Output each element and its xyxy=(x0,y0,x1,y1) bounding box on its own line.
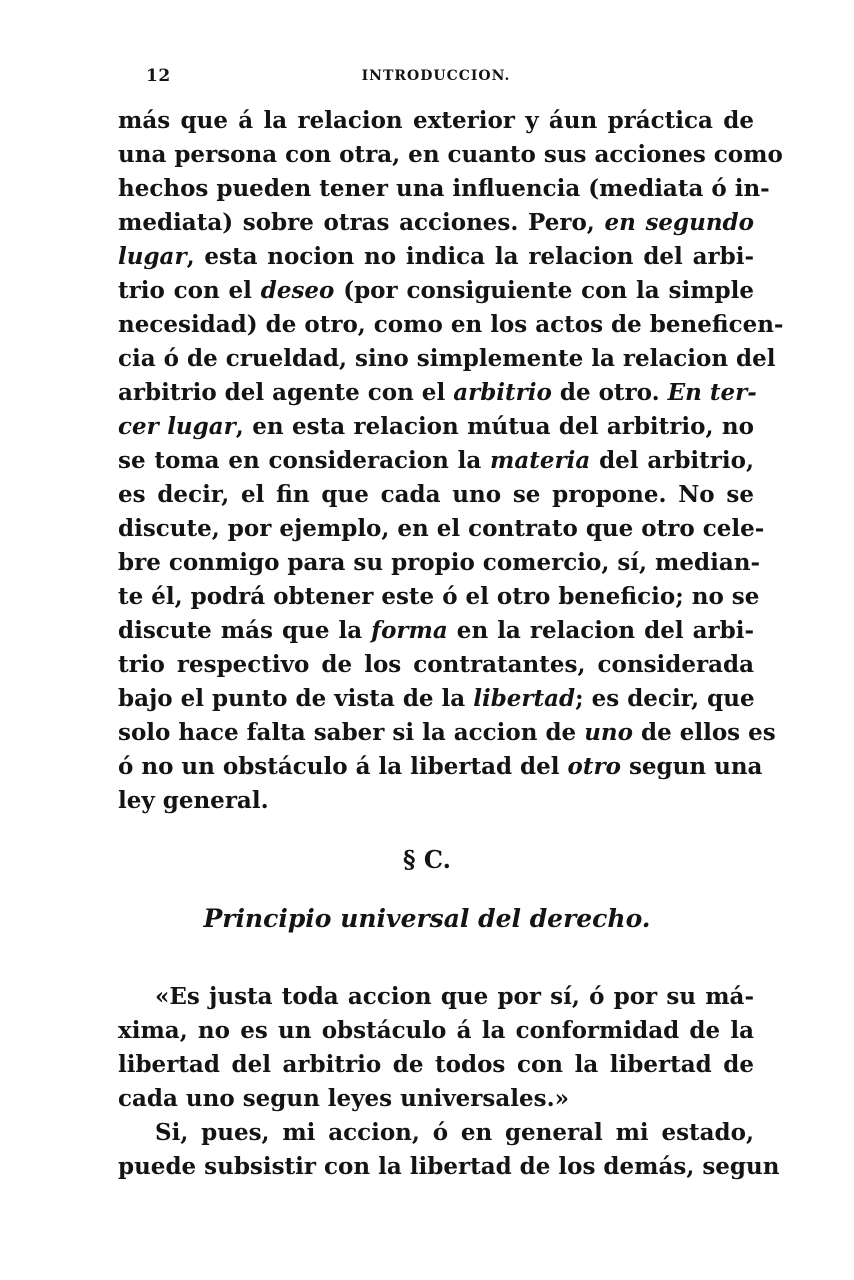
emphasized-word: cer lugar xyxy=(118,413,236,440)
text-line: bajo el punto de vista de la libertad; es decir, que xyxy=(118,685,755,712)
section-mark: § C. xyxy=(403,845,451,874)
page-number: 12 xyxy=(146,66,171,86)
emphasized-word: deseo xyxy=(260,277,335,304)
emphasized-word: arbitrio xyxy=(453,379,552,406)
text-line: una persona con otra, en cuanto sus acciones como xyxy=(118,141,783,168)
text-line: libertad del arbitrio de todos con la libertad de xyxy=(118,1051,754,1078)
emphasized-word: otro xyxy=(567,753,621,780)
text-line: necesidad) de otro, como en los actos de beneficen- xyxy=(118,311,784,338)
text-line: trio con el deseo (por consiguiente con la simple xyxy=(118,277,754,304)
text-line: cada uno segun leyes universales.» xyxy=(118,1085,569,1112)
text-line: puede subsistir con la libertad de los demás, segun xyxy=(118,1153,780,1180)
text-line: trio respectivo de los contratantes, considerada xyxy=(118,651,754,678)
text-line: cia ó de crueldad, sino simplemente la relacion del xyxy=(118,345,776,372)
text-line: Si, pues, mi accion, ó en general mi estado, xyxy=(155,1119,754,1146)
text-line: es decir, el fin que cada uno se propone. No se xyxy=(118,481,754,508)
text-line: discute, por ejemplo, en el contrato que otro cele- xyxy=(118,515,765,542)
emphasized-word: uno xyxy=(584,719,633,746)
page-header xyxy=(118,66,754,90)
text-line: más que á la relacion exterior y áun práctica de xyxy=(118,107,754,134)
emphasized-word: En ter- xyxy=(667,379,757,406)
emphasized-word: en segundo xyxy=(604,209,754,236)
emphasized-word: libertad xyxy=(473,685,576,712)
text-line: hechos pueden tener una influencia (mediata ó in- xyxy=(118,175,770,202)
text-line: discute más que la forma en la relacion del arbi- xyxy=(118,617,754,644)
emphasized-word: lugar xyxy=(118,243,187,270)
text-line: arbitrio del agente con el arbitrio de otro. En ter- xyxy=(118,379,757,406)
text-line: xima, no es un obstáculo á la conformidad de la xyxy=(118,1017,754,1044)
text-line: «Es justa toda accion que por sí, ó por su má- xyxy=(155,983,754,1010)
text-line: ley general. xyxy=(118,787,269,814)
section-title: Principio universal del derecho. xyxy=(203,904,651,933)
text-line: lugar, esta nocion no indica la relacion del arbi- xyxy=(118,243,754,270)
text-line: ó no un obstáculo á la libertad del otro segun una xyxy=(118,753,763,780)
running-head: INTRODUCCION. xyxy=(361,68,511,84)
emphasized-word: materia xyxy=(490,447,591,474)
text-line: bre conmigo para su propio comercio, sí, median- xyxy=(118,549,761,576)
text-line: mediata) sobre otras acciones. Pero, en segundo xyxy=(118,209,754,236)
text-line: solo hace falta saber si la accion de uno de ellos es xyxy=(118,719,776,746)
text-line: te él, podrá obtener este ó el otro beneficio; no se xyxy=(118,583,760,610)
text-line: se toma en consideracion la materia del arbitrio, xyxy=(118,447,754,474)
emphasized-word: forma xyxy=(371,617,448,644)
text-line: cer lugar, en esta relacion mútua del arbitrio, no xyxy=(118,413,754,440)
